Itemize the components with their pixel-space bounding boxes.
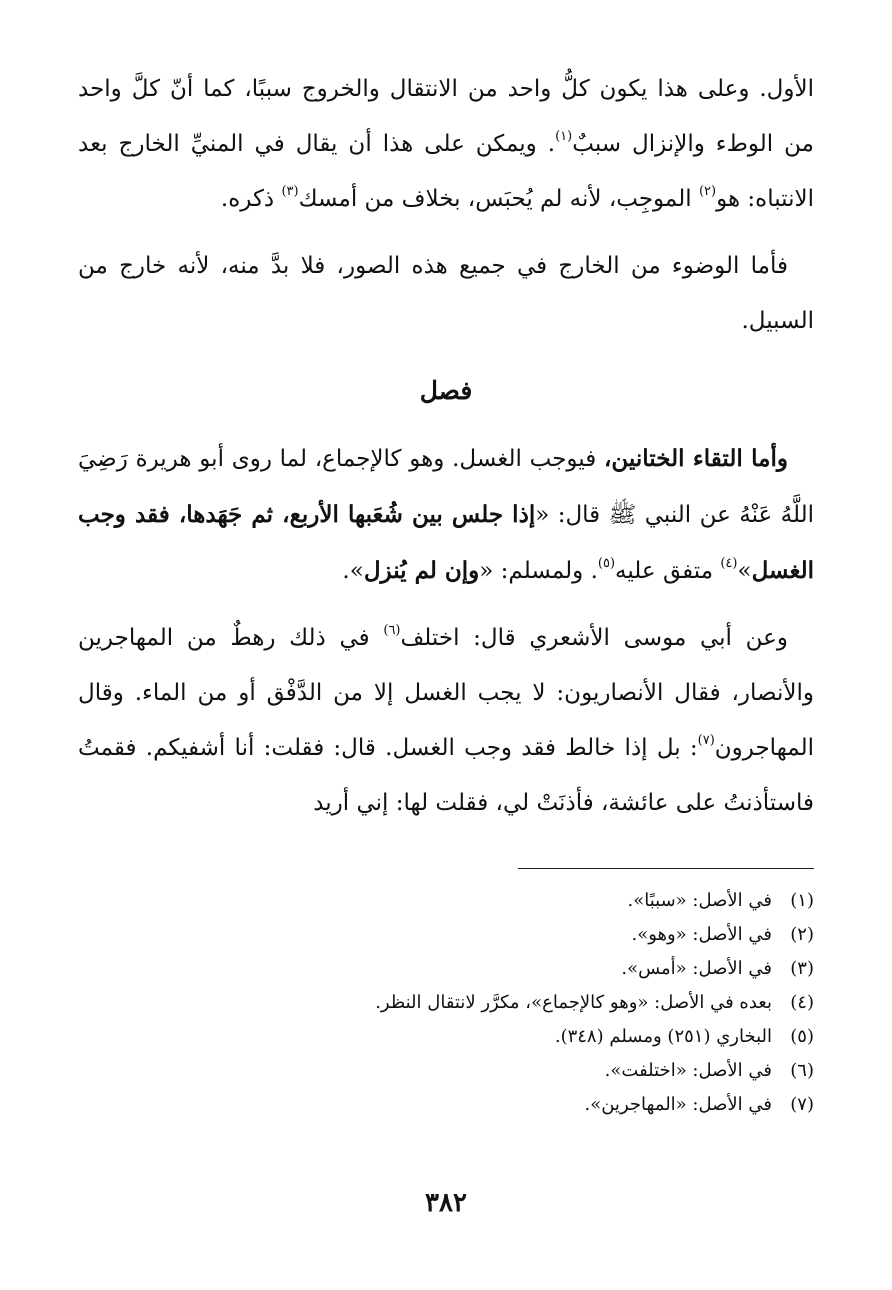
text-run: » <box>737 558 752 584</box>
footnote-number: (٦) <box>790 1060 814 1081</box>
text-run: فيوجب الغسل. وهو كالإجماع، لما روى أبو هريرة رَضِيَ اللَّهُ عَنْهُ عن النبي ﷺ قال: « <box>78 446 814 528</box>
footnote-6 <box>78 1054 814 1088</box>
footnote-text: في الأصل: «وهو». <box>631 924 772 945</box>
hadith-quote: وإن لم يُنزل <box>363 557 480 584</box>
text-run: ذكره. <box>220 186 282 212</box>
section-title: فصل <box>419 376 473 405</box>
footnote-text: بعده في الأصل: «وهو كالإجماع»، مكرَّر لانتقال النظر. <box>375 992 772 1013</box>
footnote-number: (١) <box>790 890 814 911</box>
footnote-ref-3[interactable]: (٣) <box>281 184 299 200</box>
text-run: في ذلك رهطٌ من المهاجرين والأنصار، فقال الأنصاريون: لا يجب الغسل إلا من الدَّفْق أو من الماء. وقال المهاجرون <box>78 625 814 761</box>
paragraph-2: فأما الوضوء من الخارج في جميع هذه الصور، فلا بدَّ منه، لأنه خارج من السبيل. <box>78 253 814 334</box>
paragraph-1 <box>78 62 814 227</box>
page-number: ٣٨٢ <box>425 1188 467 1218</box>
hadith-quote: إذا جلس بين شُعَبها الأربع، ثم جَهَدها، فقد وجب الغسل <box>78 501 814 584</box>
footnote-1 <box>78 884 814 918</box>
footnote-number: (٥) <box>790 1026 814 1047</box>
footnote-4 <box>78 986 814 1020</box>
footnote-ref-7[interactable]: (٧) <box>697 733 715 749</box>
footnote-divider <box>518 868 814 869</box>
footnote-number: (٣) <box>790 958 814 979</box>
footnote-number: (٤) <box>790 992 814 1013</box>
footnote-3 <box>78 952 814 986</box>
text-run: الموجِب، لأنه لم يُحبَس، بخلاف من أمسك <box>298 186 699 212</box>
footnote-ref-6[interactable]: (٦) <box>383 623 401 639</box>
footnote-5 <box>78 1020 814 1054</box>
footnote-text: البخاري (٢٥١) ومسلم (٣٤٨). <box>554 1026 772 1047</box>
footnote-text: في الأصل: «أمس». <box>621 958 772 979</box>
footnote-ref-4[interactable]: (٤) <box>720 556 738 572</box>
paragraph-3 <box>78 431 814 599</box>
text-run: . ويمكن على هذا أن يقال في المنيِّ الخارج بعد الانتباه: هو <box>78 131 814 212</box>
footnote-number: (٧) <box>790 1094 814 1115</box>
footnotes <box>78 884 814 1122</box>
text-run: : بل إذا خالط فقد وجب الغسل. قال: فقلت: أنا أشفيكم. فقمتُ فاستأذنتُ على عائشة، فأذنَتْ لي، فقلت لها: إني أريد <box>78 735 814 816</box>
footnote-ref-2[interactable]: (٢) <box>698 184 717 200</box>
footnote-text: في الأصل: «سببًا». <box>627 890 772 911</box>
text-run: ». <box>342 558 364 584</box>
text-run: متفق عليه <box>615 558 721 584</box>
bold-run: وأما التقاء الختانين، <box>604 445 788 472</box>
text-run: . ولمسلم: « <box>479 558 598 584</box>
footnote-text: في الأصل: «المهاجرين». <box>584 1094 772 1115</box>
footnote-2 <box>78 918 814 952</box>
text-run: وعن أبي موسى الأشعري قال: اختلف <box>400 625 788 651</box>
footnote-ref-1[interactable]: (١) <box>555 129 573 145</box>
footnote-text: في الأصل: «اختلفت». <box>604 1060 772 1081</box>
text-run: الأول. وعلى هذا يكون كلُّ واحد من الانتقال والخروج سببًا، كما أنّ كلَّ واحد من الوطء والإنزال سببٌ <box>78 76 815 157</box>
footnote-7 <box>78 1088 814 1122</box>
footnote-ref-5[interactable]: (٥) <box>597 556 616 572</box>
paragraph-4 <box>78 611 814 831</box>
page-body <box>78 62 814 843</box>
footnote-number: (٢) <box>790 924 814 945</box>
